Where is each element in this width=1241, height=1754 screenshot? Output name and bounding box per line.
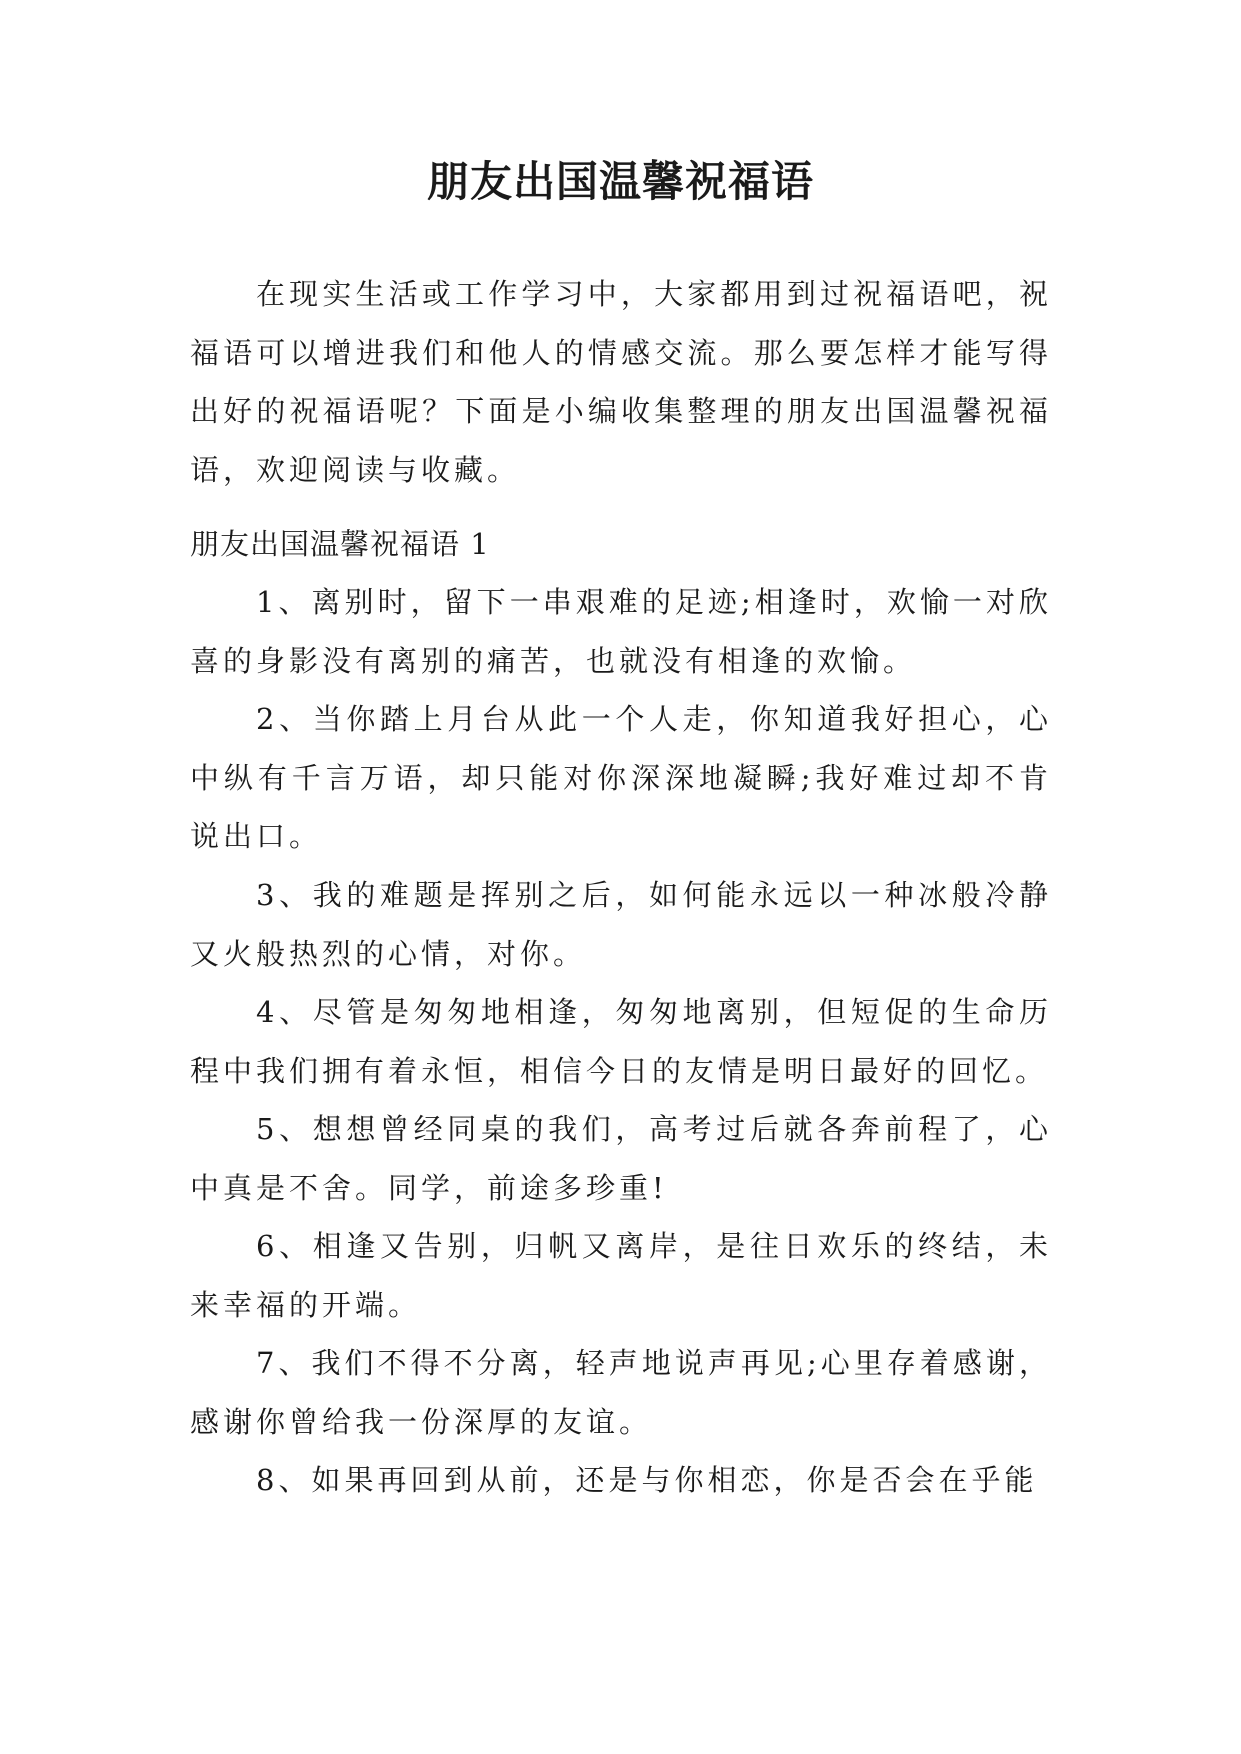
blessing-item-8: 8、如果再回到从前，还是与你相恋，你是否会在乎能: [256, 1463, 1038, 1497]
blessing-item-3: 3、我的难题是挥别之后，如何能永远以一种冰般冷静又火般热烈的心情，对你。: [190, 878, 1052, 971]
section-heading: 朋友出国温馨祝福语 1: [190, 527, 490, 561]
blessing-item-6: 6、相逢又告别，归帆又离岸，是往日欢乐的终结，未来幸福的开端。: [190, 1229, 1052, 1322]
intro-paragraph: 在现实生活或工作学习中，大家都用到过祝福语吧，祝福语可以增进我们和他人的情感交流。那么要怎样才能写得出好的祝福语呢？下面是小编收集整理的朋友出国温馨祝福语，欢迎阅读与收藏。: [190, 277, 1052, 487]
blessing-item-5: 5、想想曾经同桌的我们，高考过后就各奔前程了，心中真是不舍。同学，前途多珍重!: [190, 1112, 1052, 1205]
blessing-item-4: 4、尽管是匆匆地相逢，匆匆地离别，但短促的生命历程中我们拥有着永恒，相信今日的友情是明日最好的回忆。: [190, 995, 1052, 1088]
blessing-item-7: 7、我们不得不分离，轻声地说声再见;心里存着感谢，感谢你曾给我一份深厚的友谊。: [190, 1346, 1052, 1439]
document-title: 朋友出国温馨祝福语: [426, 157, 814, 206]
blessing-item-1: 1、离别时，留下一串艰难的足迹;相逢时，欢愉一对欣喜的身影没有离别的痛苦，也就没有相逢的欢愉。: [190, 585, 1052, 678]
blessing-item-2: 2、当你踏上月台从此一个人走，你知道我好担心，心中纵有千言万语，却只能对你深深地凝瞬;我好难过却不肯说出口。: [190, 702, 1052, 853]
